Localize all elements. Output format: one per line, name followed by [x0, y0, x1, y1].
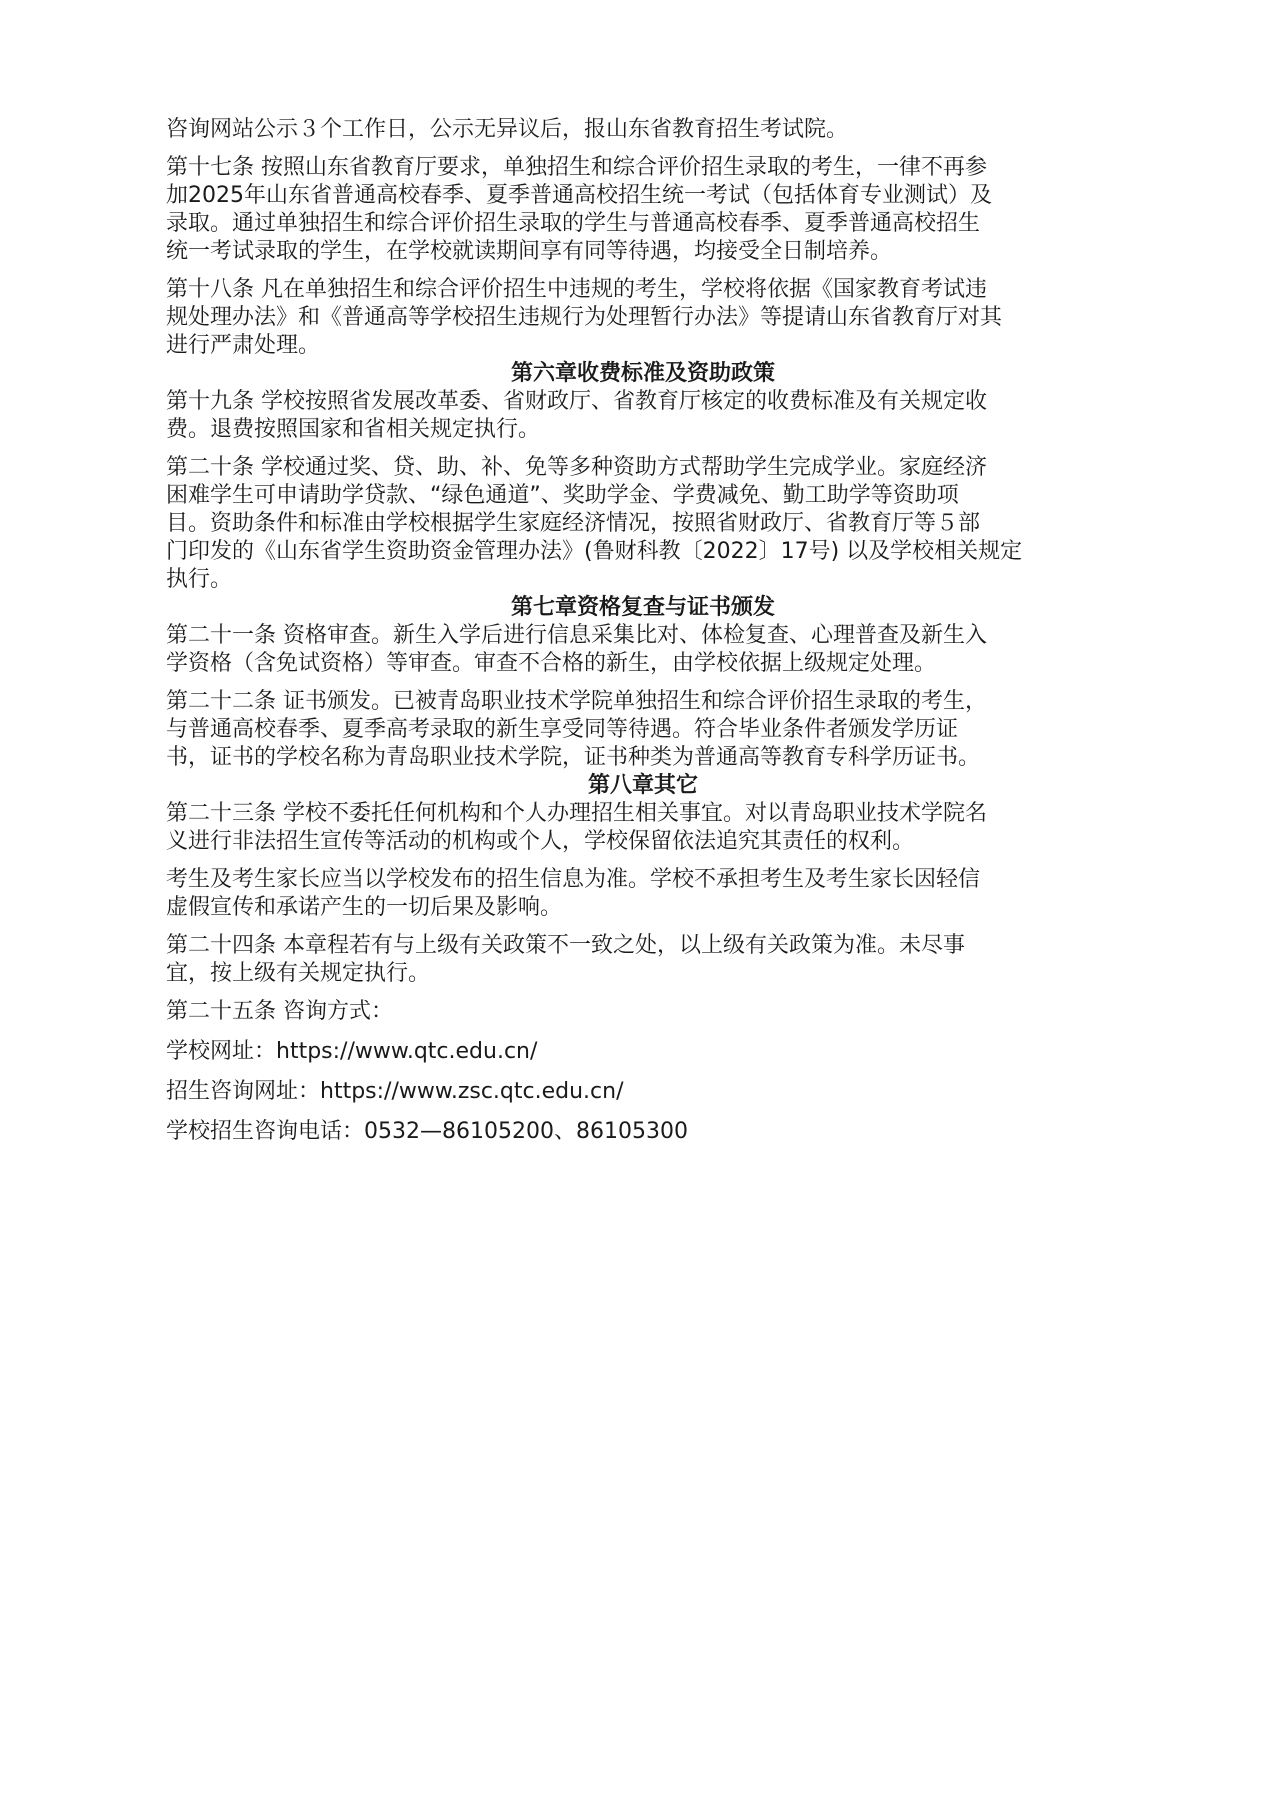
school-website-row [166, 1038, 1120, 1066]
text-line: 第二十二条 证书颁发。已被青岛职业技术学院单独招生和综合评价招生录取的考生， [166, 689, 987, 714]
text-line: 目。资助条件和标准由学校根据学生家庭经济情况，按照省财政厅、省教育厅等５部 [166, 511, 981, 536]
text-line: 进行严肃处理。 [166, 333, 321, 358]
text-line: 书，证书的学校名称为青岛职业技术学院，证书种类为普通高等教育专科学历证书。 [166, 745, 981, 770]
document-page [166, 116, 1120, 1146]
admission-phone-row [166, 1118, 1120, 1146]
text-line: 虚假宣传和承诺产生的一切后果及影响。 [166, 895, 563, 920]
text-line: 规处理办法》和《普通高等学校招生违规行为处理暂行办法》等提请山东省教育厅对其 [166, 305, 1003, 330]
text-line: 第十七条 按照山东省教育厅要求，单独招生和综合评价招生录取的考生，一律不再参 [166, 155, 987, 180]
text-line: 第十九条 学校按照省发展改革委、省财政厅、省教育厅核定的收费标准及有关规定收 [166, 389, 987, 414]
text-line: 门印发的《山东省学生资助资金管理办法》(鲁财科教〔2022〕17号) 以及学校相关规定 [166, 539, 1023, 564]
admission-website-link[interactable]: https://www.zsc.qtc.edu.cn/ [320, 1079, 624, 1104]
admission-phone-label: 学校招生咨询电话： [166, 1119, 365, 1144]
text-line: 义进行非法招生宣传等活动的机构或个人，学校保留依法追究其责任的权利。 [166, 829, 915, 854]
article-17 [166, 154, 1120, 266]
article-18 [166, 276, 1120, 360]
text-line: 加2025年山东省普通高校春季、夏季普通高校招生统一考试（包括体育专业测试）及 [166, 183, 992, 208]
article-21 [166, 622, 1120, 678]
text-line: 统一考试录取的学生，在学校就读期间享有同等待遇，均接受全日制培养。 [166, 239, 893, 264]
text-line: 第二十四条 本章程若有与上级有关政策不一致之处，以上级有关政策为准。未尽事 [166, 933, 965, 958]
text-line: 执行。 [166, 567, 233, 592]
chapter-6-heading: 第六章收费标准及资助政策 [510, 361, 775, 386]
chapter-8-heading: 第八章其它 [587, 773, 698, 798]
text-line: 考生及考生家长应当以学校发布的招生信息为准。学校不承担考生及考生家长因轻信 [166, 867, 981, 892]
chapter-7-heading: 第七章资格复查与证书颁发 [510, 595, 775, 620]
article-22 [166, 688, 1120, 772]
admission-phone-value: 0532—86105200、86105300 [364, 1119, 688, 1144]
text-line: 与普通高校春季、夏季高考录取的新生享受同等待遇。符合毕业条件者颁发学历证 [166, 717, 959, 742]
admission-website-row [166, 1078, 1120, 1106]
text-line: 宜，按上级有关规定执行。 [166, 961, 431, 986]
text-line: 学资格（含免试资格）等审查。审查不合格的新生，由学校依据上级规定处理。 [166, 651, 937, 676]
text-line: 咨询网站公示３个工作日，公示无异议后，报山东省教育招生考试院。 [166, 117, 849, 142]
school-website-link[interactable]: https://www.qtc.edu.cn/ [276, 1039, 538, 1064]
admission-website-label: 招生咨询网址： [166, 1079, 321, 1104]
article-23-note [166, 866, 1120, 922]
text-line: 第二十五条 咨询方式： [166, 999, 393, 1024]
text-line: 费。退费按照国家和省相关规定执行。 [166, 417, 541, 442]
text-line: 第二十三条 学校不委托任何机构和个人办理招生相关事宜。对以青岛职业技术学院名 [166, 801, 987, 826]
article-20 [166, 454, 1120, 594]
text-line: 第二十条 学校通过奖、贷、助、补、免等多种资助方式帮助学生完成学业。家庭经济 [166, 455, 987, 480]
article-24 [166, 932, 1120, 988]
school-website-label: 学校网址： [166, 1039, 277, 1064]
article-25 [166, 998, 1120, 1026]
text-line: 第十八条 凡在单独招生和综合评价招生中违规的考生，学校将依据《国家教育考试违 [166, 277, 987, 302]
text-line: 录取。通过单独招生和综合评价招生录取的学生与普通高校春季、夏季普通高校招生 [166, 211, 981, 236]
article-23 [166, 800, 1120, 856]
text-line: 第二十一条 资格审查。新生入学后进行信息采集比对、体检复查、心理普查及新生入 [166, 623, 987, 648]
paragraph-continued [166, 116, 1120, 144]
text-line: 困难学生可申请助学贷款、“绿色通道”、奖助学金、学费减免、勤工助学等资助项 [166, 483, 959, 508]
article-19 [166, 388, 1120, 444]
